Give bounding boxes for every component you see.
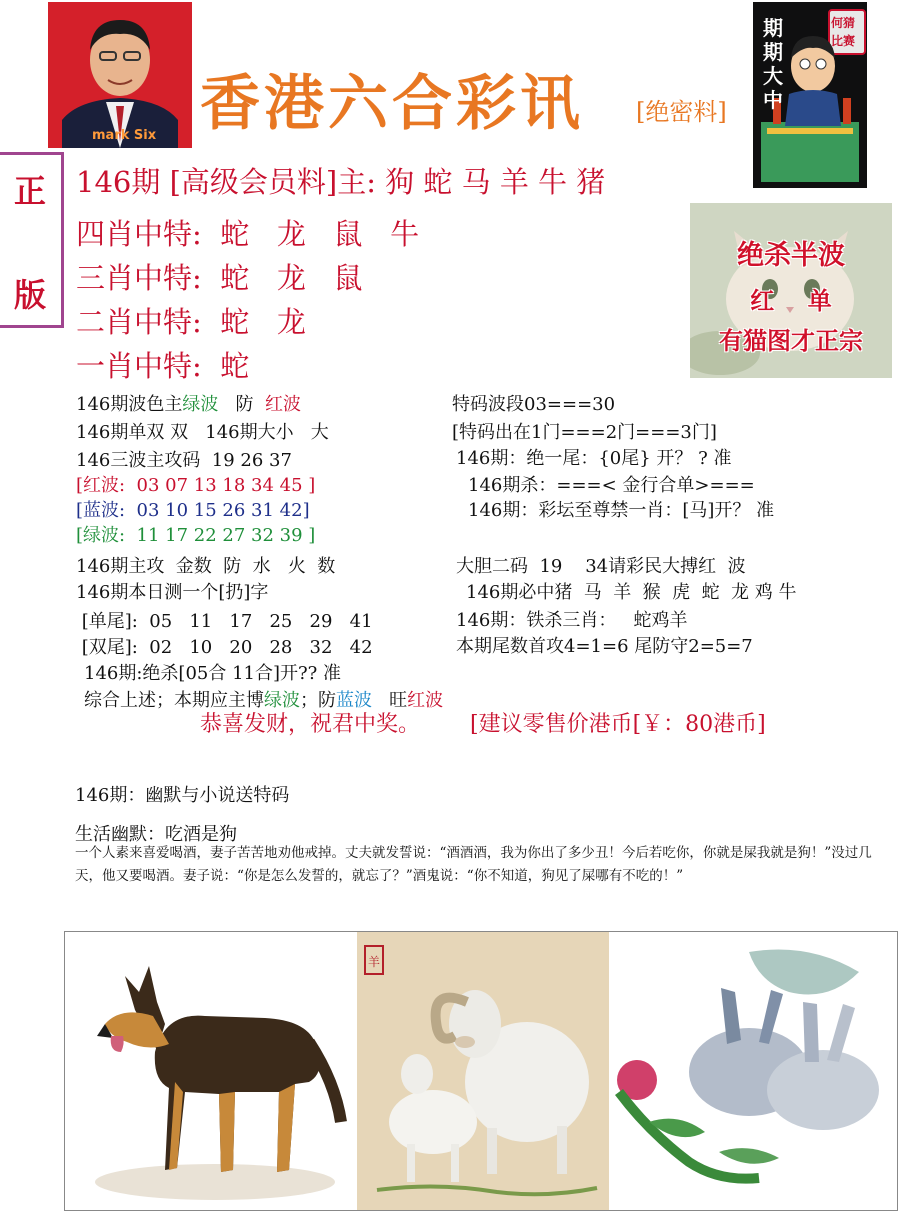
sheep-illustration [357,932,609,1210]
promo-line-3: 有猫图才正宗 [719,326,863,355]
ban-char: 版 [14,276,47,314]
seal-text: 羊 [367,955,381,969]
zheng-char: 正 [14,172,47,210]
main-attack-line: 146期主攻 金数 防 水 火 数 [76,556,336,577]
double-tail-line: [双尾]: 02 10 20 28 32 42 [76,637,373,658]
green-wave-line: [绿波: 11 17 22 27 32 39 ] [76,525,316,546]
cartoon-caption: 期期大中 [763,16,783,112]
dog-illustration [65,932,357,1210]
four-zodiac-pick: 四肖中特: 蛇 龙 鼠 牛 [76,217,420,251]
must-hit-line: 146期必中猪 马 羊 猴 虎 蛇 龙 鸡 牛 [466,582,797,603]
single-tail-line: [单尾]: 05 11 17 25 29 41 [76,611,373,632]
two-zodiac-pick: 二肖中特: 蛇 龙 [76,305,306,339]
one-tail-line: 146期：绝一尾：{0尾} 开？ ? 准 [456,448,732,469]
joke-title: 生活幽默：吃酒是狗 [75,824,237,845]
wave-prefix: 146期波色主 [76,394,183,415]
summary-mid2: 旺 [372,690,408,711]
three-wave-line: 146三波主攻码 19 26 37 [76,450,292,471]
red-wave-line: [红波: 03 07 13 18 34 45 ] [76,475,316,496]
summary-prefix: 综合上述；本期应主博 [84,690,264,711]
promo-line-2: 红 单 [750,286,832,315]
cartoon-photo [753,2,867,188]
portrait-photo [48,2,192,148]
page-title: 香港六合彩讯 [200,69,584,139]
forbid-line: 146期：彩坛至尊禁一肖：[马]开？ 准 [468,500,775,521]
member-line: 146期 [高级会员料]主: 狗 蛇 马 羊 牛 猪 [76,165,606,199]
price-text: [建议零售价港币[￥：80港币] [470,712,766,737]
summary-guard: 蓝波 [336,690,372,711]
cartoon-badge: 何猜比赛 [831,16,856,48]
three-zodiac-pick: 三肖中特: 蛇 龙 鼠 [76,261,363,295]
kill-line: 146期:绝杀[05合 11合]开?? 准 [84,663,342,684]
wave-main: 绿波 [182,394,219,415]
mark-six-caption: mark Six [92,128,157,143]
segment-line: 特码波段03===30 [452,394,616,415]
joke-body: 一个人素来喜爱喝酒，妻子苦苦地劝他戒掉。丈夫就发誓说：“酒酒酒，我为你出了多少丑！今后若吃你，你就是屎我就是狗！”没过几天，他又要喝酒。妻子说：“你是怎么发誓的，就忘了？”酒鬼说：“你不知道，狗见了屎哪有不吃的！” [75,845,872,884]
rabbit-illustration [609,932,897,1210]
promo-line-1: 绝杀半波 [737,240,845,271]
wave-guard: 红波 [264,394,301,415]
odd-even-line: 146期单双 双 146期大小 大 [76,422,329,443]
door-line: [特码出在1门===2门===3门] [452,422,717,443]
summary-main: 绿波 [264,690,300,711]
iron-kill-line: 146期：铁杀三肖： 蛇鸡羊 [456,610,688,631]
story-heading: 146期：幽默与小说送特码 [75,785,290,806]
one-zodiac-pick: 一肖中特: 蛇 [76,349,250,383]
kill-combo-line: 146期杀：===< 金行合单>=== [468,475,755,496]
summary-hot: 红波 [407,690,444,711]
blue-wave-line: [蓝波: 03 10 15 26 31 42] [76,500,310,521]
wave-color-line [76,390,301,416]
title-tag: [绝密料] [636,98,727,126]
today-measure-line: 146期本日测一个[扔]字 [76,582,269,603]
cat-photo [690,203,892,378]
congrats-text: 恭喜发财，祝君中奖。 [200,712,421,737]
wave-mid: 防 [218,394,265,415]
tail-numbers-line: 本期尾数首攻4=1=6 尾防守2=5=7 [456,636,753,657]
bold-two-line: 大胆二码 19 34请彩民大搏红 波 [456,556,746,577]
summary-mid: ；防 [300,690,336,711]
